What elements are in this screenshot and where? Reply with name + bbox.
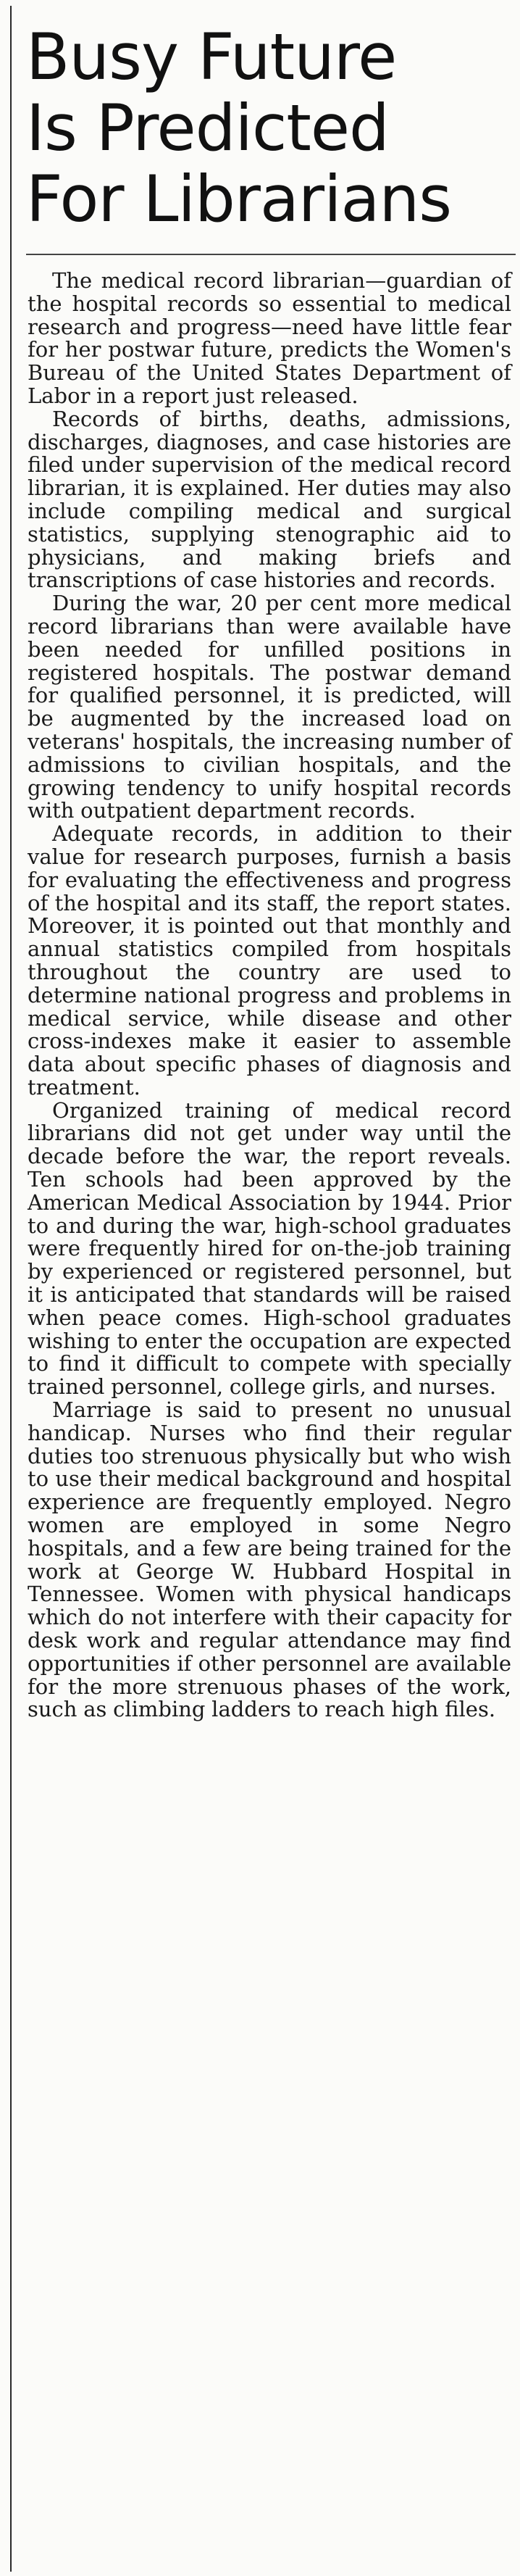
column-rule [10,6,12,2572]
paragraph-training: Organized training of medical record librarians did not get under way until the decade before the war, the report reveals. Ten schools had been approved by the American Medical Association by 1944. Prior to and during the war, high-school graduates were frequently hired for on-the-job training by experienced or registered personnel, but it is anticipated that standards will be raised when peace comes. High-school graduates wishing to enter the occupation are expected to find it difficult to compete with specially trained personnel, college girls, and nurses. [28,1097,511,1400]
headline [26,22,516,235]
article-body [28,270,511,1721]
headline-line-2: Is Predicted [26,91,389,165]
paragraph-records-value: Adequate records, in addition to their value for research purposes, furnish a basis for evaluating the effectiveness and progress of the hospital and its staff, the report states. Moreover, it is pointed out that monthly and annual statistics compiled from hospitals throughout the country are used to determine national progress and problems in medical service, while disease and other cross-indexes make it easier to assemble data about specific phases of diagnosis and treatment. [28,821,511,1100]
headline-line-3: For Librarians [26,162,452,236]
paragraph-demand: During the war, 20 per cent more medical record librarians than were available have been needed for unfilled positions in registered hospitals. The postwar demand for qualified personnel, it is predicted, will be augmented by the increased load on veterans' hospitals, the increasing number of admissions to civilian hospitals, and the growing tendency to unify hospital records with outpatient department records. [28,591,511,823]
paragraph-opportunities: Marriage is said to present no unusual handicap. Nurses who find their regular duties too strenuous physically but who wish to use their medical background and hospital experience are frequently employed. Negro women are employed in some Negro hospitals, and a few are being trained for the work at George W. Hubbard Hospital in Tennessee. Women with physical handicaps which do not interfere with their capacity for desk work and regular attendance may find opportunities if other personnel are available for the more strenuous phases of the work, such as climbing ladders to reach high files. [28,1397,511,1722]
paragraph-duties: Records of births, deaths, admissions, discharges, diagnoses, and case histories are filed under supervision of the medical record librarian, it is explained. Her duties may also include compiling medical and surgical statistics, supplying stenographic aid to physicians, and making briefs and transcriptions of case histories and records. [28,406,511,593]
headline-line-1: Busy Future [26,20,397,94]
paragraph-intro: The medical record librarian—guardian of the hospital records so essential to medical research and progress—need have little fear for her postwar future, predicts the Women's Bureau of the United States Department of Labor in a report just released. [28,268,511,408]
headline-divider [26,254,516,255]
